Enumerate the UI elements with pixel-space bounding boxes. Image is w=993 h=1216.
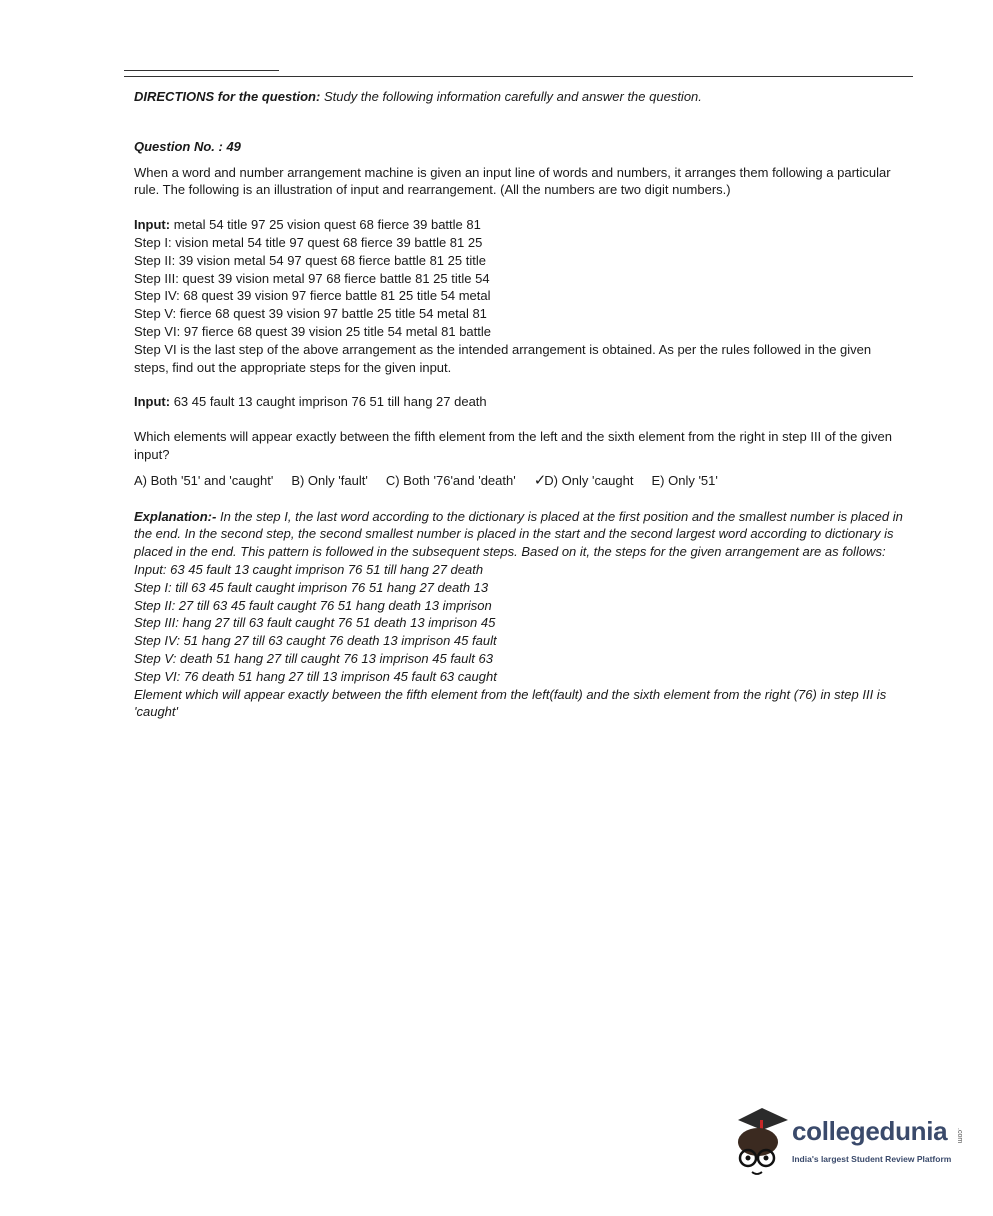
option-d [534,472,634,490]
explanation-line: Step II: 27 till 63 45 fault caught 76 51 hang death 13 imprison [134,597,492,613]
illustration-step: Step I: vision metal 54 title 97 quest 68 fierce 39 battle 81 25 [134,234,483,250]
explanation-line: Step I: till 63 45 fault caught imprison 76 51 hang 27 death 13 [134,579,489,595]
explanation-text: In the step I, the last word according to the dictionary is placed at the first position and the smallest number is placed in the end. In the second step, the second smallest number is placed in the start and the second largest word according to dictionary is placed in the end. This pattern is followed in the subsequent steps. Based on it, the steps for the given arrangement are as follows: [134,508,903,560]
illustration-input [134,216,904,234]
logo-tagline: India's largest Student Review Platform [792,1154,952,1164]
explanation-label: Explanation:- [134,508,217,524]
logo-wordmark: collegedunia [792,1116,948,1146]
answer-options [134,472,904,490]
option-d-label: D) Only 'caught [544,472,634,488]
header-rule [124,76,913,77]
question-number: Question No. : 49 [134,138,241,154]
illustration-step: Step IV: 68 quest 39 vision 97 fierce battle 81 25 title 54 metal [134,288,491,304]
correct-tick-icon: ✓ [533,471,547,489]
option-e: E) Only '51' [651,472,718,488]
question-content [134,88,904,721]
illustration-steps [134,216,904,376]
question-text: Which elements will appear exactly between the fifth element from the left and the sixth element from the right in step III of the given input? [134,429,892,462]
illustration-input-text: metal 54 title 97 25 vision quest 68 fierce 39 battle 81 [170,217,481,233]
option-c: C) Both '76'and 'death' [385,472,516,488]
explanation-line: Step III: hang 27 till 63 fault caught 76 51 death 13 imprison 45 [134,615,496,631]
mascot-icon [734,1106,790,1180]
explanation-line: Step V: death 51 hang 27 till caught 76 13 imprison 45 fault 63 [134,650,493,666]
explanation-intro [134,508,904,561]
intro-paragraph: When a word and number arrangement machine is given an input line of words and numbers, it arranges them following a particular rule. The following is an illustration of input and rearrangement. (All the numbers are two digit numbers.) [134,164,891,198]
illustration-conclusion: Step VI is the last step of the above arrangement as the intended arrangement is obtained. As per the rules followed in the given steps, find out the appropriate steps for the given input. [134,341,872,375]
explanation-line: Input: 63 45 fault 13 caught imprison 76 51 till hang 27 death [134,561,484,577]
logo-tld: .com [956,1128,963,1144]
given-input-label: Input: [134,394,171,410]
illustration-step: Step II: 39 vision metal 54 97 quest 68 fierce battle 81 25 title [134,252,486,268]
directions-label: DIRECTIONS for the question: [134,89,321,104]
illustration-step: Step VI: 97 fierce 68 quest 39 vision 25 title 54 metal 81 battle [134,323,491,339]
option-a: A) Both '51' and 'caught' [134,472,274,488]
collegedunia-logo [734,1106,964,1180]
explanation [134,508,904,722]
illustration-step: Step V: fierce 68 quest 39 vision 97 battle 25 title 54 metal 81 [134,306,487,322]
explanation-final: Element which will appear exactly between the fifth element from the left(fault) and the sixth element from the right (76) in step III is 'caught' [134,686,887,720]
header-rule-short [124,70,279,71]
explanation-line: Step IV: 51 hang 27 till 63 caught 76 death 13 imprison 45 fault [134,633,497,649]
given-input [134,393,904,411]
directions-text: Study the following information carefully and answer the question. [320,89,702,104]
illustration-input-label: Input: [134,217,171,233]
directions [134,88,904,106]
given-input-text: 63 45 fault 13 caught imprison 76 51 till hang 27 death [170,394,487,410]
illustration-step: Step III: quest 39 vision metal 97 68 fierce battle 81 25 title 54 [134,270,490,286]
option-b: B) Only 'fault' [291,472,368,488]
explanation-line: Step VI: 76 death 51 hang 27 till 13 imprison 45 fault 63 caught [134,668,497,684]
